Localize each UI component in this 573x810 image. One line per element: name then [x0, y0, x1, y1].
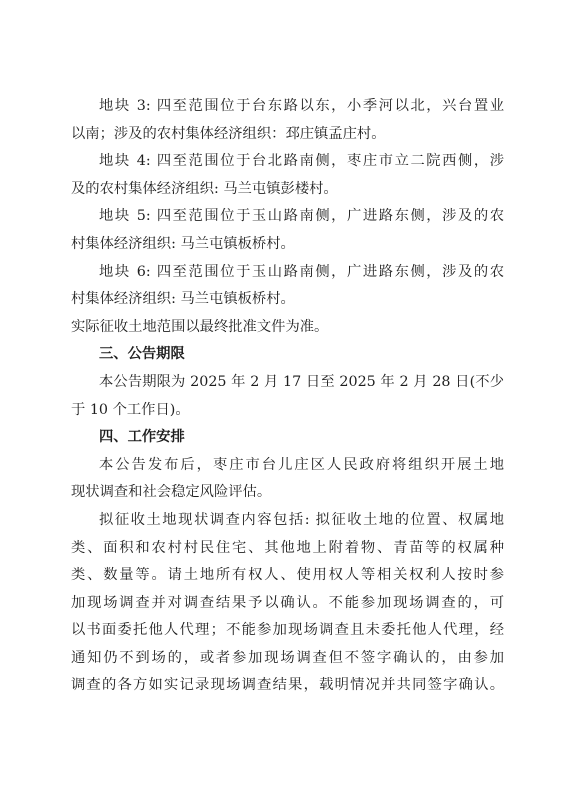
paragraph-line: 本公告发布后，枣庄市台儿庄区人民政府将组织开展土地 — [99, 456, 504, 473]
paragraph-line: 村集体经济组织: 马兰屯镇板桥村。 — [71, 235, 295, 252]
paragraph-line: 村集体经济组织: 马兰屯镇板桥村。 — [71, 291, 295, 308]
paragraph-line: 及的农村集体经济组织: 马兰屯镇彭楼村。 — [71, 180, 338, 197]
paragraph-line: 本公告期限为 2025 年 2 月 17 日至 2025 年 2 月 28 日(不少 — [99, 373, 504, 390]
paragraph-line: 以书面委托他人代理；不能参加现场调查且未委托他人代理，经 — [71, 622, 504, 639]
document-body — [71, 93, 504, 700]
paragraph-line: 地块 6: 四至范围位于玉山路南侧，广进路东侧，涉及的农 — [99, 263, 504, 280]
paragraph-line: 实际征收土地范围以最终批准文件为准。 — [71, 318, 329, 335]
paragraph-line: 类、面积和农村村民住宅、其他地上附着物、青苗等的权属种 — [71, 539, 504, 556]
paragraph-line: 以南；涉及的农村集体经济组织：邳庄镇孟庄村。 — [71, 125, 386, 142]
paragraph-line: 地块 4: 四至范围位于台北路南侧，枣庄市立二院西侧，涉 — [99, 153, 504, 170]
paragraph-line: 地块 5: 四至范围位于玉山路南侧，广进路东侧，涉及的农 — [99, 208, 504, 225]
paragraph-line: 调查的各方如实记录现场调查结果，载明情况并共同签字确认。 — [71, 677, 504, 694]
paragraph-line: 通知仍不到场的，或者参加现场调查但不签字确认的，由参加 — [71, 649, 504, 666]
paragraph-line: 拟征收土地现状调查内容包括: 拟征收土地的位置、权属地 — [99, 511, 504, 528]
paragraph-line: 加现场调查并对调查结果予以确认。不能参加现场调查的，可 — [71, 594, 504, 611]
paragraph-line: 现状调查和社会稳定风险评估。 — [71, 484, 272, 501]
paragraph-line: 于 10 个工作日)。 — [71, 401, 190, 418]
section-heading: 三、公告期限 — [99, 346, 185, 363]
paragraph-line: 类、数量等。请土地所有权人、使用权人等相关权利人按时参 — [71, 567, 504, 584]
paragraph-line: 地块 3: 四至范围位于台东路以东，小季河以北，兴台置业 — [99, 98, 504, 114]
section-heading: 四、工作安排 — [99, 429, 185, 446]
